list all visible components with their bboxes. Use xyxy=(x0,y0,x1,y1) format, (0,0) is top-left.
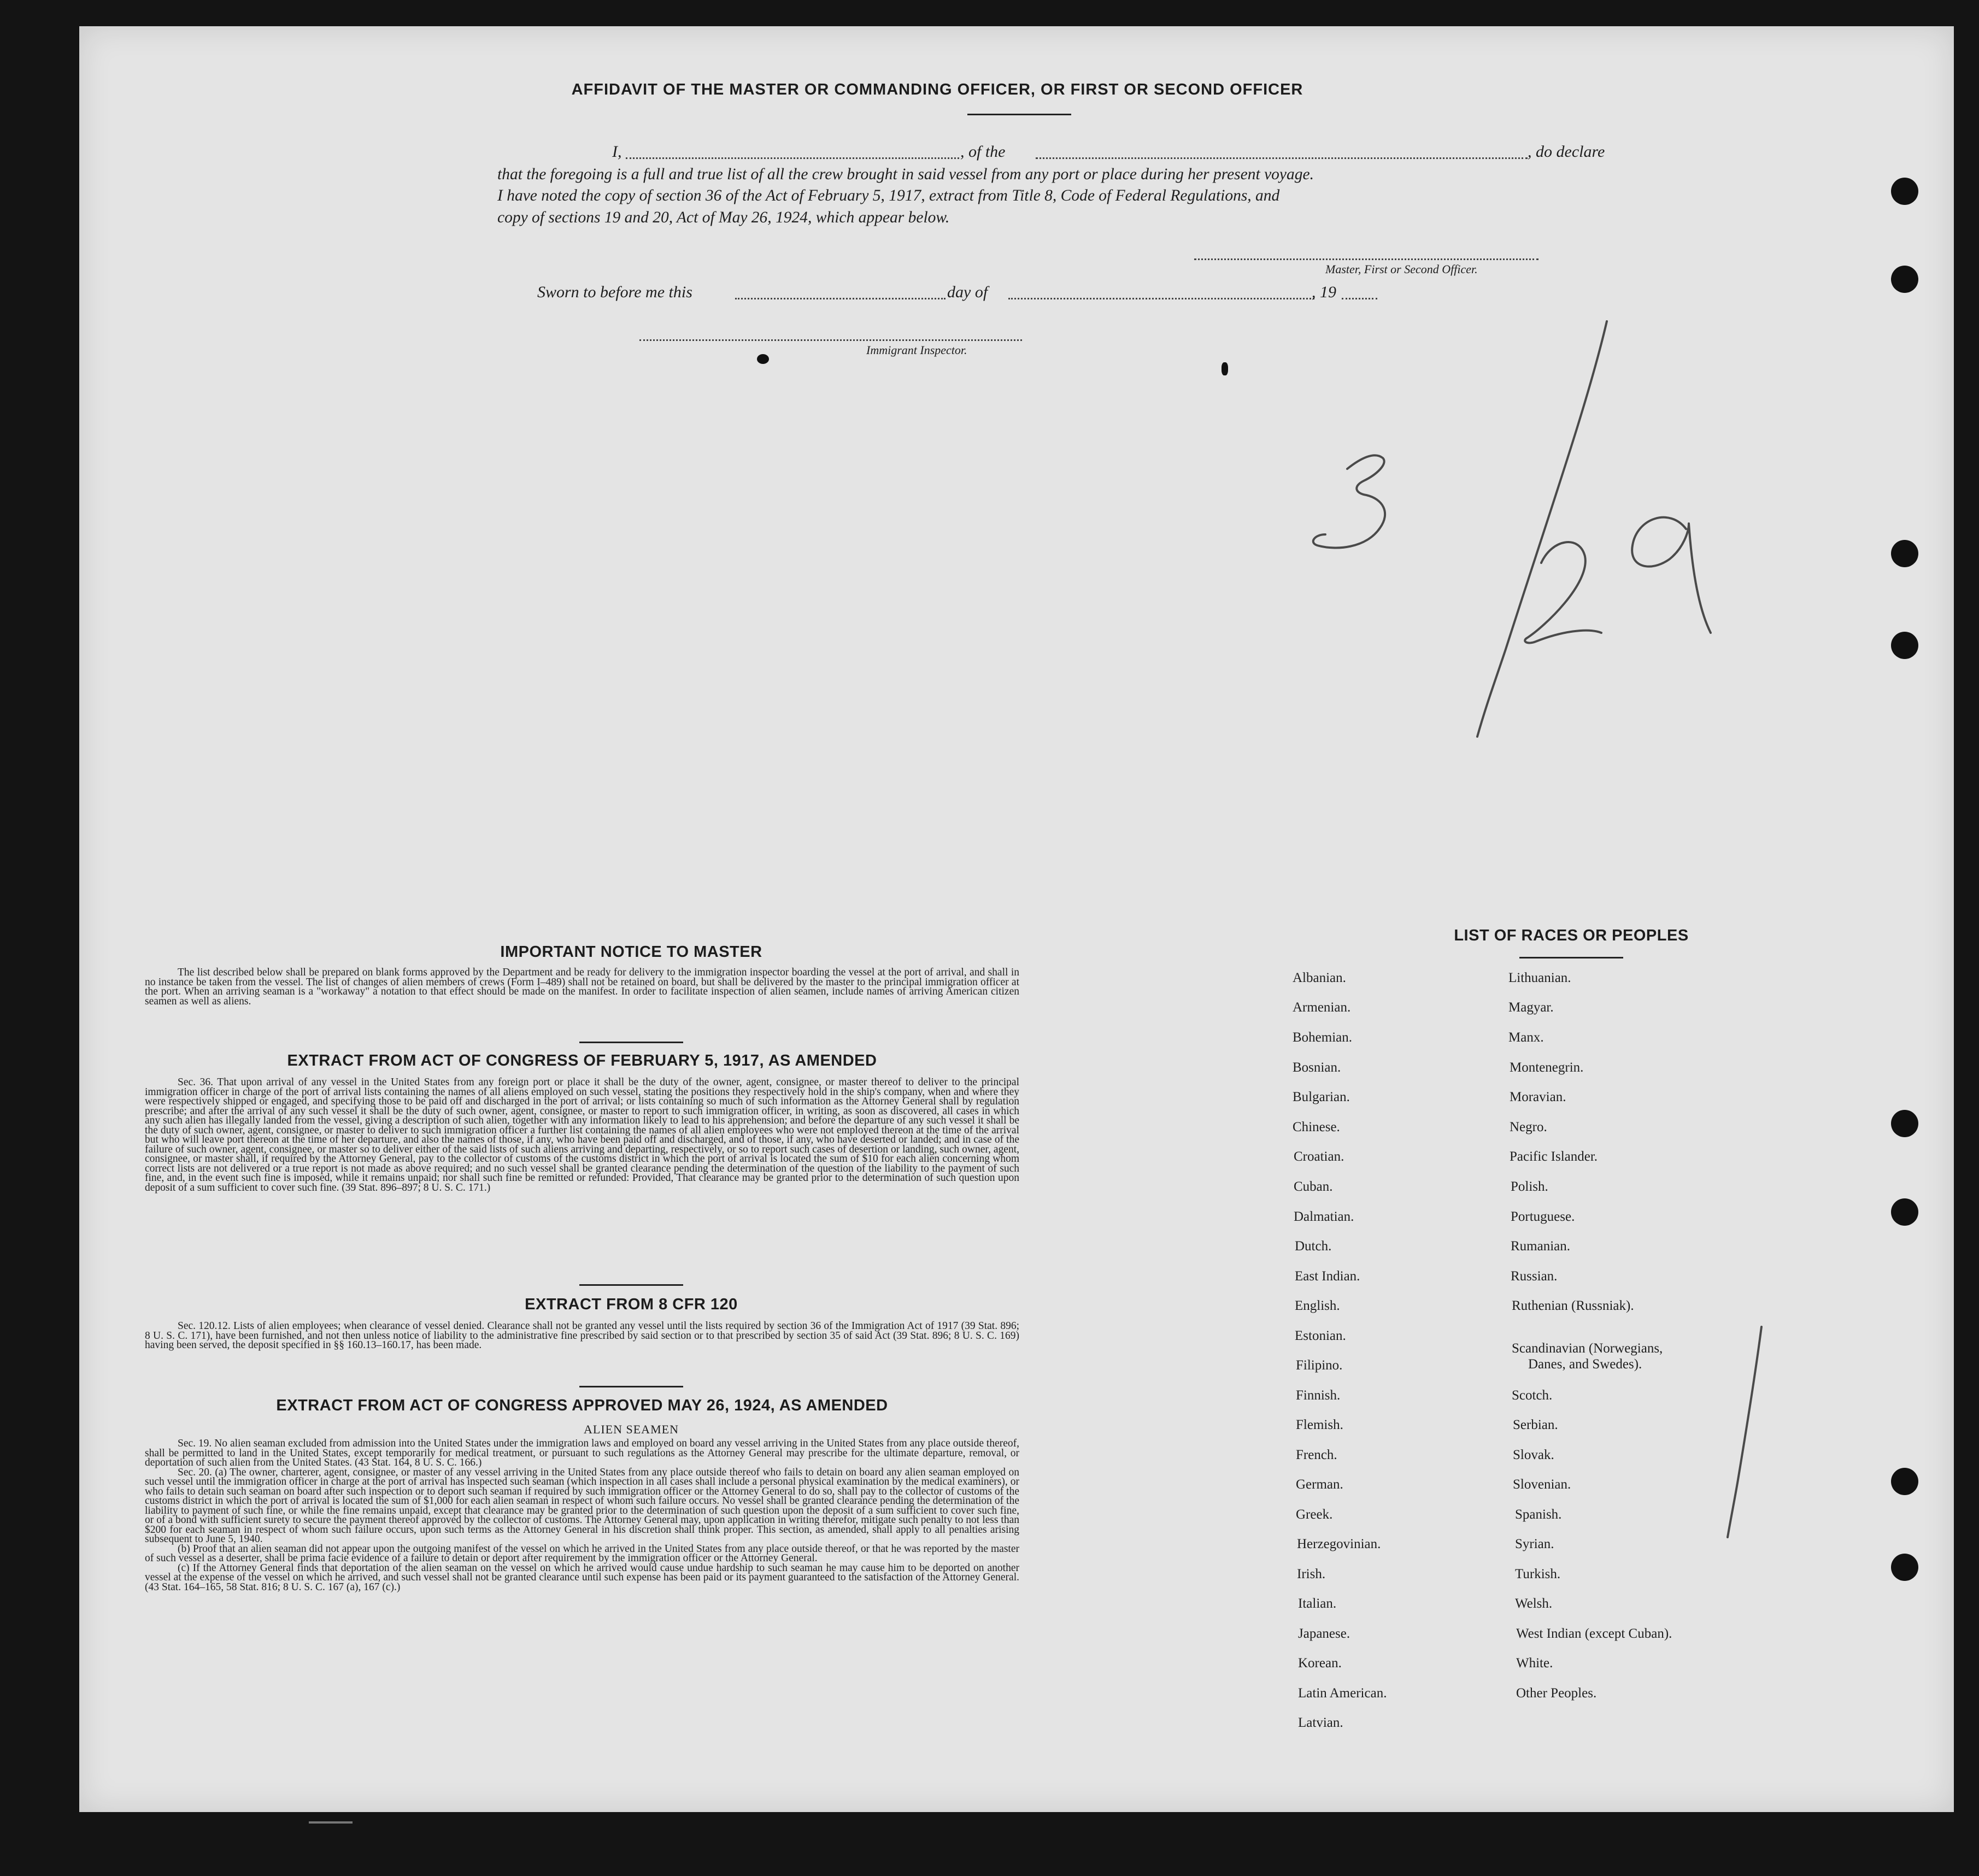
affidavit-line1-declare: , do declare xyxy=(1528,143,1605,161)
race-item: Albanian. xyxy=(1293,971,1346,985)
race-item: Bulgarian. xyxy=(1293,1090,1350,1104)
extract-cfr-rule xyxy=(579,1386,683,1387)
race-item: Manx. xyxy=(1508,1030,1544,1045)
race-item: Other Peoples. xyxy=(1516,1686,1597,1701)
handwritten-fraction xyxy=(1265,278,1757,824)
handwritten-tally xyxy=(1724,1316,1768,1545)
punch-hole xyxy=(1891,1110,1918,1137)
race-item: Greek. xyxy=(1296,1507,1333,1522)
race-item: Danes, and Swedes). xyxy=(1528,1357,1642,1372)
affidavit-line1-i: I, xyxy=(612,143,622,161)
master-signature-field[interactable] xyxy=(1194,258,1538,260)
punch-hole xyxy=(1891,632,1918,659)
race-item: White. xyxy=(1516,1656,1553,1671)
race-item: Ruthenian (Russniak). xyxy=(1512,1298,1634,1313)
sworn-day-field[interactable] xyxy=(735,298,946,299)
races-title: LIST OF RACES OR PEOPLES xyxy=(1454,927,1689,944)
race-item: Scotch. xyxy=(1512,1388,1553,1403)
day-of-label: day of xyxy=(947,283,988,301)
race-item: Dalmatian. xyxy=(1294,1209,1354,1224)
ink-mark xyxy=(757,354,769,364)
extract-1924-sec20b: (b) Proof that an alien seaman did not appear upon the outgoing manifest of the vessel on which he arrived in the United States from any place outside thereof, or that he was reported by the master of such vessel as a deserter, shall be prima facie evidence of a failure to detain or deport after requirement by the immigration officer or the Attorney General. xyxy=(145,1543,1019,1564)
race-item: Negro. xyxy=(1510,1120,1547,1134)
race-item: Bosnian. xyxy=(1293,1060,1341,1075)
race-item: Moravian. xyxy=(1510,1090,1566,1104)
ink-mark xyxy=(1222,362,1228,375)
race-item: Japanese. xyxy=(1298,1626,1350,1641)
race-item: Latin American. xyxy=(1298,1686,1387,1701)
race-item: Korean. xyxy=(1298,1656,1342,1671)
races-rule xyxy=(1519,957,1623,958)
race-item: French. xyxy=(1296,1448,1337,1462)
race-item: Lithuanian. xyxy=(1508,971,1571,985)
race-item: Turkish. xyxy=(1515,1567,1561,1581)
race-item: Italian. xyxy=(1298,1596,1337,1611)
extract-1924-subtitle: ALIEN SEAMEN xyxy=(584,1422,679,1436)
race-item: Estonian. xyxy=(1295,1328,1346,1343)
race-item: Slovak. xyxy=(1513,1448,1554,1462)
race-item: Armenian. xyxy=(1293,1000,1351,1015)
extract-1917-rule xyxy=(579,1284,683,1286)
scan-mark xyxy=(309,1821,353,1824)
declarant-name-field[interactable] xyxy=(626,157,959,159)
race-item: Rumanian. xyxy=(1511,1239,1571,1254)
race-item: Slovenian. xyxy=(1513,1477,1571,1492)
race-item: Portuguese. xyxy=(1511,1209,1575,1224)
race-item: English. xyxy=(1295,1298,1340,1313)
race-item: Bohemian. xyxy=(1293,1030,1353,1045)
race-item: Latvian. xyxy=(1298,1715,1343,1730)
document-page xyxy=(79,26,1954,1812)
inspector-caption: Immigrant Inspector. xyxy=(866,343,967,357)
race-item: Magyar. xyxy=(1508,1000,1554,1015)
race-item: Syrian. xyxy=(1515,1537,1554,1551)
affidavit-line2: that the foregoing is a full and true list of all the crew brought in said vessel from any port or place during her present voyage. xyxy=(497,166,1314,183)
extract-1924-sec20a: Sec. 20. (a) The owner, charterer, agent, consignee, or master of any vessel arriving in the United States from any place outside thereof who fails to detain on board any alien seaman employed on such vessel until the immigration officer in charge at the port of arrival has inspected such seaman (which inspection in all cases shall include a personal physical examination by the medical examiners), or who fails to detain such seaman on board after such inspection or to deport such seaman if required by such immigration officer or the Attorney General to do so, shall pay to the collector of customs of the customs district in which the port of arrival is located the sum of $1,000 for each alien seaman in respect of whom such failure occurs. No vessel shall be granted clearance pending the determination of the liability to payment of such fine, or while the fine remains unpaid, except that clearance may be granted prior to the determination of such question upon the deposit of a sum sufficient to cover such fine, or of a bond with sufficient surety to secure the payment thereof approved by the collector of customs. The Attorney General may, upon application in writing therefor, mitigate such penalty to not less than $200 for each seaman in respect of whom such failure occurs, upon such terms as the Attorney General in his discretion shall think proper. This section, as amended, shall apply to all penalties arising subsequent to June 5, 1940. xyxy=(145,1466,1019,1545)
punch-hole xyxy=(1891,540,1918,567)
race-item: Chinese. xyxy=(1293,1120,1340,1134)
race-item: Scandinavian (Norwegians, xyxy=(1512,1341,1663,1356)
race-item: German. xyxy=(1296,1477,1343,1492)
race-item: East Indian. xyxy=(1295,1269,1360,1284)
race-item: Cuban. xyxy=(1294,1179,1333,1194)
extract-1924-title: EXTRACT FROM ACT OF CONGRESS APPROVED MAY 26, 1924, AS AMENDED xyxy=(276,1397,888,1414)
race-item: Irish. xyxy=(1297,1567,1326,1581)
notice-body: The list described below shall be prepared on blank forms approved by the Department and be ready for delivery to the immigration inspector boarding the vessel at the port of arrival, and shall in no instance be taken from the vessel. The list of changes of alien members of crews (Form I–489) shall not be retained on board, but shall be delivered by the master to the principal immigration officer at the port. When an arriving seaman is a "workaway" a notation to that effect should be made on the manifest. In order to facilitate inspection of alien seamen, include names of arriving American citizen seamen as well as aliens. xyxy=(145,967,1019,1007)
race-item: Montenegrin. xyxy=(1510,1060,1584,1075)
extract-cfr-body: Sec. 120.12. Lists of alien employees; when clearance of vessel denied. Clearance shall not be granted any vessel until the lists required by section 36 of the Immigration Act of 1917 (39 Stat. 896; 8 U. S. C. 171), have been furnished, and not then unless notice of liability to the administrative fine prescribed by said section or to that prescribed by section 35 of said Act (39 Stat. 896; 8 U. S. C. 169) having been served, the deposit specified in §§ 160.13–160.17, has been made. xyxy=(145,1320,1019,1351)
race-item: Flemish. xyxy=(1296,1418,1343,1432)
title-rule xyxy=(967,114,1071,115)
extract-1924-sec19: Sec. 19. No alien seaman excluded from admission into the United States under the immigration laws and employed on board any vessel arriving in the United States from any place outside thereof, shall be permitted to land in the United States, except temporarily for medical treatment, or pursuant to such regulations as the Attorney General may prescribe for the ultimate departure, removal, or deportation of such alien from the United States. (43 Stat. 164, 8 U. S. C. 166.) xyxy=(145,1438,1019,1468)
race-item: Croatian. xyxy=(1294,1149,1344,1164)
affidavit-title: AFFIDAVIT OF THE MASTER OR COMMANDING OFFICER, OR FIRST OR SECOND OFFICER xyxy=(571,81,1303,98)
race-item: Russian. xyxy=(1511,1269,1558,1284)
race-item: Polish. xyxy=(1511,1179,1548,1194)
race-item: Dutch. xyxy=(1295,1239,1332,1254)
race-item: Welsh. xyxy=(1515,1596,1553,1611)
punch-hole xyxy=(1891,266,1918,293)
extract-1917-body: Sec. 36. That upon arrival of any vessel in the United States from any foreign port or place it shall be the duty of the owner, agent, consignee, or master thereof to deliver to the principal immigration officer in charge of the port of arrival lists containing the names of all aliens employed on such vessel, stating the positions they respectively hold in the ship's company, when and where they were respectively shipped or engaged, and specifying those to be paid off and discharged in the port of arrival; or lists containing so much of such information as the Attorney General shall by regulation prescribe; and after the arrival of any such vessel it shall be the duty of such owner, agent, consignee, or master to report to such immigration officer, in writing, as soon as discovered, all cases in which any such alien has illegally landed from the vessel, giving a description of such alien, together with any information likely to lead to his apprehension; and before the departure of any such vessel it shall be the duty of such owner, agent, consignee, or master to deliver to such immigration officer a further list containing the names of all alien employees who were not employed thereon at the time of the arrival but who will leave port thereon at the time of her departure, and also the names of those, if any, who have been paid off and discharged, and of those, if any, who have deserted or landed; and in case of the failure of such owner, agent, consignee, or master so to deliver either of the said lists of such aliens arriving and departing, respectively, or so to report such cases of desertion or landing, such owner, agent, consignee, or master shall, if required by the Attorney General, pay to the collector of customs of the customs district in which the port of arrival is located the sum of $10 for each alien concerning whom correct lists are not delivered or a true report is not made as above required; and no such vessel shall be granted clearance pending the determination of the question of the liability to the payment of such fine, and, in the event such fine is imposed, while it remains unpaid; nor shall such fine be remitted or refunded: Provided, That clearance may be granted prior to the determination of such question upon deposit of a sum sufficient to cover such fine. (39 Stat. 896–897; 8 U. S. C. 171.) xyxy=(145,1077,1019,1193)
notice-rule xyxy=(579,1042,683,1043)
punch-hole xyxy=(1891,178,1918,205)
extract-1917-title: EXTRACT FROM ACT OF CONGRESS OF FEBRUARY 5, 1917, AS AMENDED xyxy=(287,1052,877,1069)
affidavit-line4: copy of sections 19 and 20, Act of May 26, 1924, which appear below. xyxy=(497,209,950,226)
notice-title: IMPORTANT NOTICE TO MASTER xyxy=(500,943,762,961)
punch-hole xyxy=(1891,1468,1918,1495)
year-label: , 19 xyxy=(1312,283,1336,301)
race-item: Herzegovinian. xyxy=(1297,1537,1381,1551)
race-item: Filipino. xyxy=(1296,1358,1343,1373)
sworn-label: Sworn to before me this xyxy=(537,283,692,301)
race-item: Spanish. xyxy=(1515,1507,1562,1522)
punch-hole xyxy=(1891,1198,1918,1226)
affidavit-line3: I have noted the copy of section 36 of the Act of February 5, 1917, extract from Title 8, Code of Federal Regulations, and xyxy=(497,187,1280,204)
extract-1924-sec20c: (c) If the Attorney General finds that deportation of the alien seaman on the vessel on which he arrived would cause undue hardship to such seaman he may cause him to be deported on another vessel at the expense of the vessel on which he arrived, and such vessel shall not be granted clearance until such expense has been paid or its payment guaranteed to the satisfaction of the Attorney General. (43 Stat. 164–165, 58 Stat. 816; 8 U. S. C. 167 (a), 167 (c).) xyxy=(145,1562,1019,1593)
affidavit-line1-of-the: , of the xyxy=(960,143,1006,161)
extract-cfr-title: EXTRACT FROM 8 CFR 120 xyxy=(525,1296,738,1313)
extract-1924-body xyxy=(145,1439,1019,1592)
punch-hole xyxy=(1891,1554,1918,1581)
race-item: Finnish. xyxy=(1296,1388,1341,1403)
master-caption: Master, First or Second Officer. xyxy=(1325,262,1478,276)
race-item: Serbian. xyxy=(1513,1418,1558,1432)
race-item: Pacific Islander. xyxy=(1510,1149,1598,1164)
vessel-name-field[interactable] xyxy=(1036,157,1528,159)
race-item: West Indian (except Cuban). xyxy=(1516,1626,1672,1641)
inspector-signature-field[interactable] xyxy=(639,339,1022,341)
